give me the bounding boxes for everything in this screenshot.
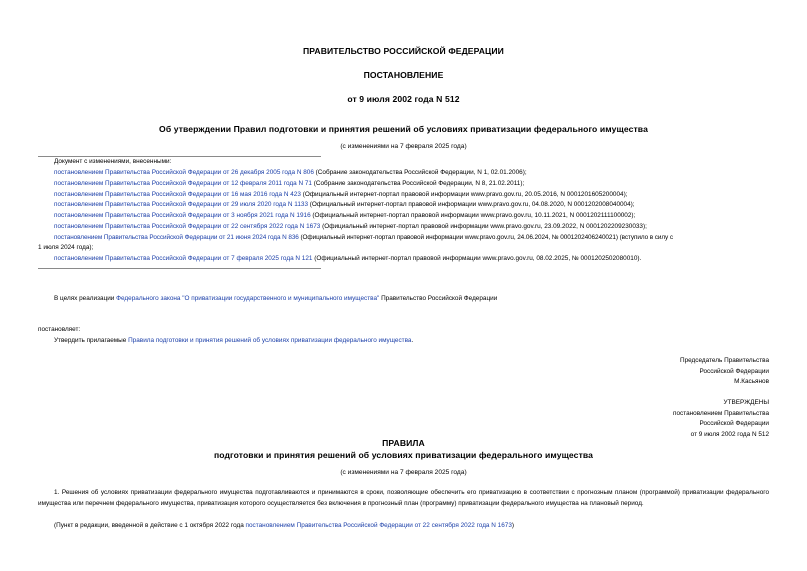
- federal-law-link[interactable]: Федерального закона "О приватизации государственного и муниципального имущества": [116, 295, 380, 302]
- change-item: [54, 200, 635, 211]
- revision-note: (с изменениями на 7 февраля 2025 года): [340, 143, 467, 150]
- rules-paragraph-1: 1. Решения об условиях приватизации федерального имущества подготавливаются и принимаются в сроки, позволяющие обеспечить его приватизацию в соответствии с прогнозным планом (программой) приватизации федерального имущества или перечнем федерального имущества, приватизация которого осуществляется без включения в прогнозный план (программу) приватизации федерального имущества на плановый период.: [38, 489, 769, 507]
- rules-revision-note: (с изменениями на 7 февраля 2025 года): [340, 469, 467, 476]
- approve-clause: Утвердить прилагаемые Правила подготовки и принятия решений об условиях приватизации федерального имущества.: [54, 337, 414, 344]
- change-link[interactable]: постановлением Правительства Российской Федерации от 7 февраля 2025 года N 121: [54, 255, 313, 262]
- change-link[interactable]: постановлением Правительства Российской Федерации от 26 декабря 2005 года N 806: [54, 169, 314, 176]
- approved-block: [673, 398, 769, 440]
- change-item: [54, 254, 641, 265]
- signature-country: Российской Федерации: [699, 367, 769, 375]
- change-item-continuation: 1 июля 2024 года);: [38, 244, 94, 251]
- changes-bottom-divider: [38, 268, 321, 269]
- approved-label: УТВЕРЖДЕНЫ: [723, 399, 769, 406]
- changes-intro: Документ с изменениями, внесенными:: [54, 158, 172, 165]
- change-source: (Собрание законодательства Российской Федерации, N 8, 21.02.2011);: [311, 180, 525, 187]
- change-link[interactable]: постановлением Правительства Российской Федерации от 3 ноября 2021 года N 1916: [54, 212, 311, 219]
- change-source: (Официальный интернет-портал правовой информации www.pravo.gov.ru, 23.09.2022, N 0001202209230033);: [320, 223, 647, 230]
- resolves-text: постановляет:: [38, 326, 81, 333]
- document-date-number: от 9 июля 2002 года N 512: [347, 94, 460, 104]
- government-heading: ПРАВИТЕЛЬСТВО РОССИЙСКОЙ ФЕДЕРАЦИИ: [303, 46, 504, 56]
- rules-link[interactable]: Правила подготовки и принятия решений об условиях приватизации федерального имущества: [128, 337, 412, 344]
- approved-country: Российской Федерации: [699, 420, 769, 428]
- change-item: [54, 233, 673, 244]
- change-source: (Официальный интернет-портал правовой информации www.pravo.gov.ru, 10.11.2021, N 0001202111100002);: [310, 212, 636, 219]
- change-source: (Официальный интернет-портал правовой информации www.pravo.gov.ru, 20.05.2016, N 0001201605200004);: [300, 191, 628, 198]
- approved-by: постановлением Правительства: [673, 409, 769, 417]
- change-source: (Официальный интернет-портал правовой информации www.pravo.gov.ru, 04.08.2020, N 0001202008040004);: [308, 201, 635, 208]
- change-item: [54, 168, 527, 179]
- rules-paragraph-note: (Пункт в редакции, введенной в действие с 1 октября 2022 года постановлением Правительства Российской Федерации от 22 сентября 2022 года N 1673): [54, 522, 515, 529]
- change-link[interactable]: постановлением Правительства Российской Федерации от 29 июля 2020 года N 1133: [54, 201, 308, 208]
- signature-block: [680, 356, 769, 388]
- document-title: Об утверждении Правил подготовки и принятия решений об условиях приватизации федерального имущества: [159, 124, 648, 134]
- change-link[interactable]: постановлением Правительства Российской Федерации от 16 мая 2016 года N 423: [54, 191, 301, 198]
- rules-title: ПРАВИЛА: [382, 438, 425, 448]
- signature-name: М.Касьянов: [734, 378, 769, 386]
- change-link[interactable]: постановлением Правительства Российской Федерации от 12 февраля 2011 года N 71: [54, 180, 312, 187]
- amendment-link[interactable]: постановлением Правительства Российской Федерации от 22 сентября 2022 года N 1673: [245, 522, 512, 529]
- change-source: (Официальный интернет-портал правовой информации www.pravo.gov.ru, 08.02.2025, № 0001202502080010).: [312, 255, 642, 262]
- change-source: (Собрание законодательства Российской Федерации, N 1, 02.01.2006);: [313, 169, 527, 176]
- signature-position: Председатель Правительства: [680, 357, 769, 364]
- change-item: [54, 211, 635, 222]
- change-link[interactable]: постановлением Правительства Российской Федерации от 21 июня 2024 года N 836: [54, 234, 299, 241]
- preamble: В целях реализации Федерального закона "О приватизации государственного и муниципального имущества" Правительство Российской Федерации: [54, 295, 498, 302]
- change-item: [54, 179, 524, 190]
- rules-subtitle: подготовки и принятия решений об условиях приватизации федерального имущества: [213, 450, 594, 460]
- change-item: [54, 222, 647, 233]
- change-link[interactable]: постановлением Правительства Российской Федерации от 22 сентября 2022 года N 1673: [54, 223, 321, 230]
- document-type: ПОСТАНОВЛЕНИЕ: [363, 70, 444, 80]
- approved-date: от 9 июля 2002 года N 512: [690, 430, 769, 438]
- change-source: (Официальный интернет-портал правовой информации www.pravo.gov.ru, 24.06.2024, № 0001202406240021) (вступило в силу с: [298, 234, 673, 241]
